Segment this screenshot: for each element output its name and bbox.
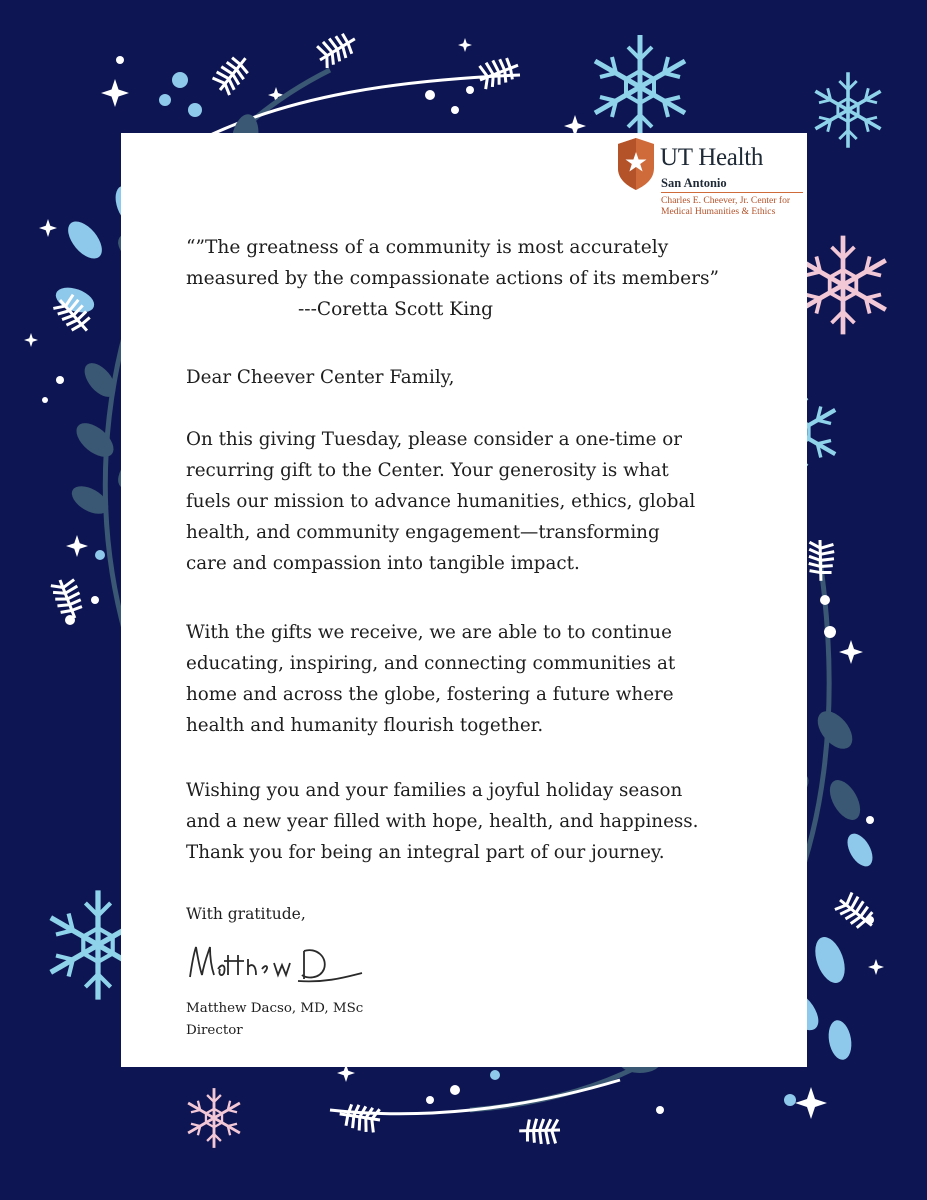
paragraph-line: recurring gift to the Center. Your generosity is what <box>186 460 669 481</box>
paragraph-line: health and humanity flourish together. <box>186 715 544 736</box>
paragraph-line: and a new year filled with hope, health, and happiness. <box>186 811 699 832</box>
paragraph-line: Thank you for being an integral part of our journey. <box>186 842 665 863</box>
opening-quote <box>186 232 806 325</box>
paragraph-1 <box>186 424 806 579</box>
quote-line-1: “”The greatness of a community is most accurately <box>186 237 669 258</box>
paragraph-2 <box>186 617 806 741</box>
paragraph-line: Wishing you and your families a joyful holiday season <box>186 780 683 801</box>
ut-health-logo <box>616 138 808 226</box>
signer-title: Director <box>186 1023 243 1038</box>
salutation-text: Dear Cheever Center Family, <box>186 367 455 388</box>
signature-image <box>186 933 366 993</box>
quote-attribution: ---Coretta Scott King <box>298 299 494 320</box>
paragraph-3 <box>186 775 806 868</box>
paragraph-line: fuels our mission to advance humanities, ethics, global <box>186 491 696 512</box>
center-name-line-2: Medical Humanities & Ethics <box>661 206 776 217</box>
paragraph-line: On this giving Tuesday, please consider a one-time or <box>186 429 683 450</box>
center-name-line-1: Charles E. Cheever, Jr. Center for <box>661 195 791 206</box>
paragraph-line: With the gifts we receive, we are able to to continue <box>186 622 672 643</box>
paragraph-line: care and compassion into tangible impact. <box>186 553 580 574</box>
logo-rule <box>661 192 803 193</box>
brand-name: UT Health <box>660 144 764 171</box>
paragraph-line: educating, inspiring, and connecting communities at <box>186 653 676 674</box>
paragraph-line: health, and community engagement—transforming <box>186 522 660 543</box>
signer-name: Matthew Dacso, MD, MSc <box>186 1001 364 1016</box>
signature-block <box>186 905 364 1038</box>
brand-subtitle: San Antonio <box>661 176 727 190</box>
paragraph-line: home and across the globe, fostering a future where <box>186 684 674 705</box>
closing: With gratitude, <box>186 905 306 923</box>
signer-info <box>186 998 363 1042</box>
salutation <box>186 362 806 393</box>
ut-shield-icon <box>616 138 656 190</box>
quote-line-2: measured by the compassionate actions of its members” <box>186 268 720 289</box>
center-name <box>661 195 821 217</box>
